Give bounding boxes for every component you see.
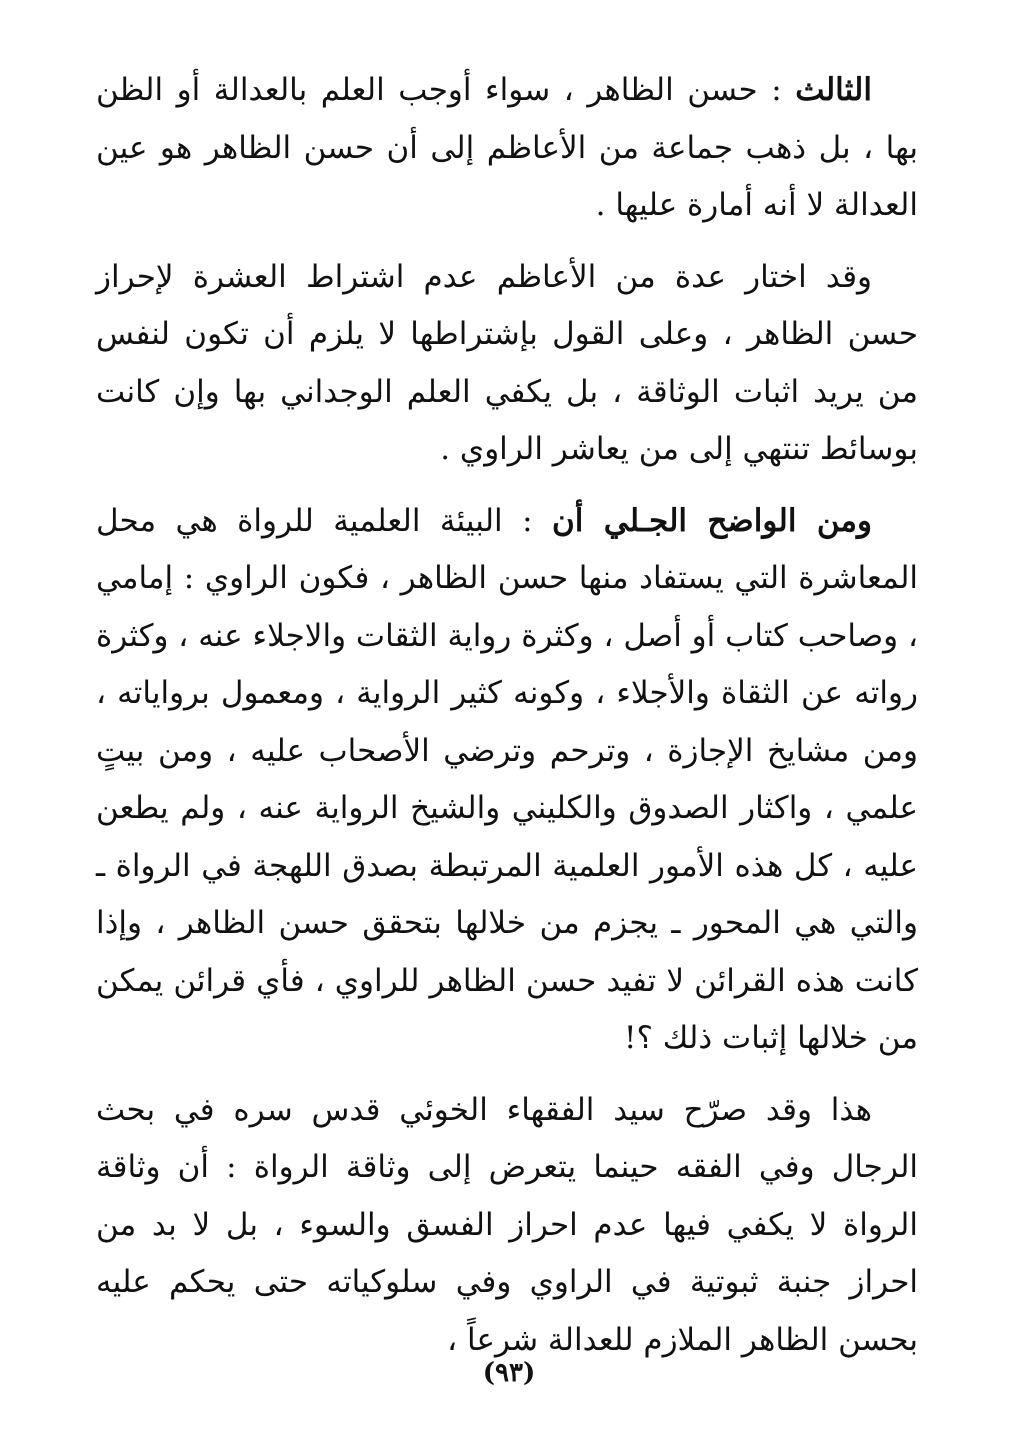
paragraph-3-text: : البيئة العلمية للرواة هي محل المعاشرة التي يستفاد منها حسن الظاهر ، فكون الراوي : إمامي ، وصاحب كتاب أو أصل ، وكثرة رواية الثقات والاجلاء عنه ، وكثرة رواته عن الثقاة والأجلاء ، وكونه كثير الرواية ، ومعمول برواياته ، ومن مشايخ الإجازة ، وترحم وترضي الأصحاب عليه ، ومن بيتٍ علمي ، واكثار الصدوق والكليني والشيخ الرواية عنه ، ولم يطعن عليه ، كل هذه الأمور العلمية المرتبطة بصدق اللهجة في الرواة ـ والتي هي المحور ـ يجزم من خلالها بتحقق حسن الظاهر ، وإذا كانت هذه القرائن لا تفيد حسن الظاهر للراوي ، فأي قرائن يمكن من خلالها إثبات ذلك ؟! xyxy=(96,502,918,1056)
paragraph-1 xyxy=(96,62,918,235)
paragraph-1-text: : حسن الظاهر ، سواء أوجب العلم بالعدالة أو الظن بها ، بل ذهب جماعة من الأعاظم إلى أن حسن الظاهر هو عين العدالة لا أنه أمارة عليها . xyxy=(96,72,918,223)
paragraph-2-text: وقد اختار عدة من الأعاظم عدم اشتراط العشرة لإحراز حسن الظاهر ، وعلى القول بإشتراطها لا يلزم أن تكون لنفس من يريد اثبات الوثاقة ، بل يكفي العلم الوجداني بها وإن كانت بوسائط تنتهي إلى من يعاشر الراوي . xyxy=(96,258,918,467)
page-number: (٩٣) xyxy=(482,1358,536,1388)
paragraph-1-lead: الثالث xyxy=(795,72,872,108)
paragraph-4-text: هذا وقد صرّح سيد الفقهاء الخوئي قدس سره في بحث الرجال وفي الفقه حينما يتعرض إلى وثاقة الرواة : أن وثاقة الرواة لا يكفي فيها عدم احراز الفسق والسوء ، بل لا بد من احراز جنبة ثبوتية في الراوي وفي سلوكياته حتى يحكم عليه بحسن الظاهر الملازم للعدالة شرعاً ، xyxy=(96,1091,918,1358)
paragraph-4 xyxy=(96,1082,918,1370)
page-body xyxy=(96,62,918,1383)
paragraph-2 xyxy=(96,249,918,479)
paragraph-3 xyxy=(96,493,918,1068)
paragraph-3-lead: ومن الواضح الجـلي أن xyxy=(552,502,872,539)
